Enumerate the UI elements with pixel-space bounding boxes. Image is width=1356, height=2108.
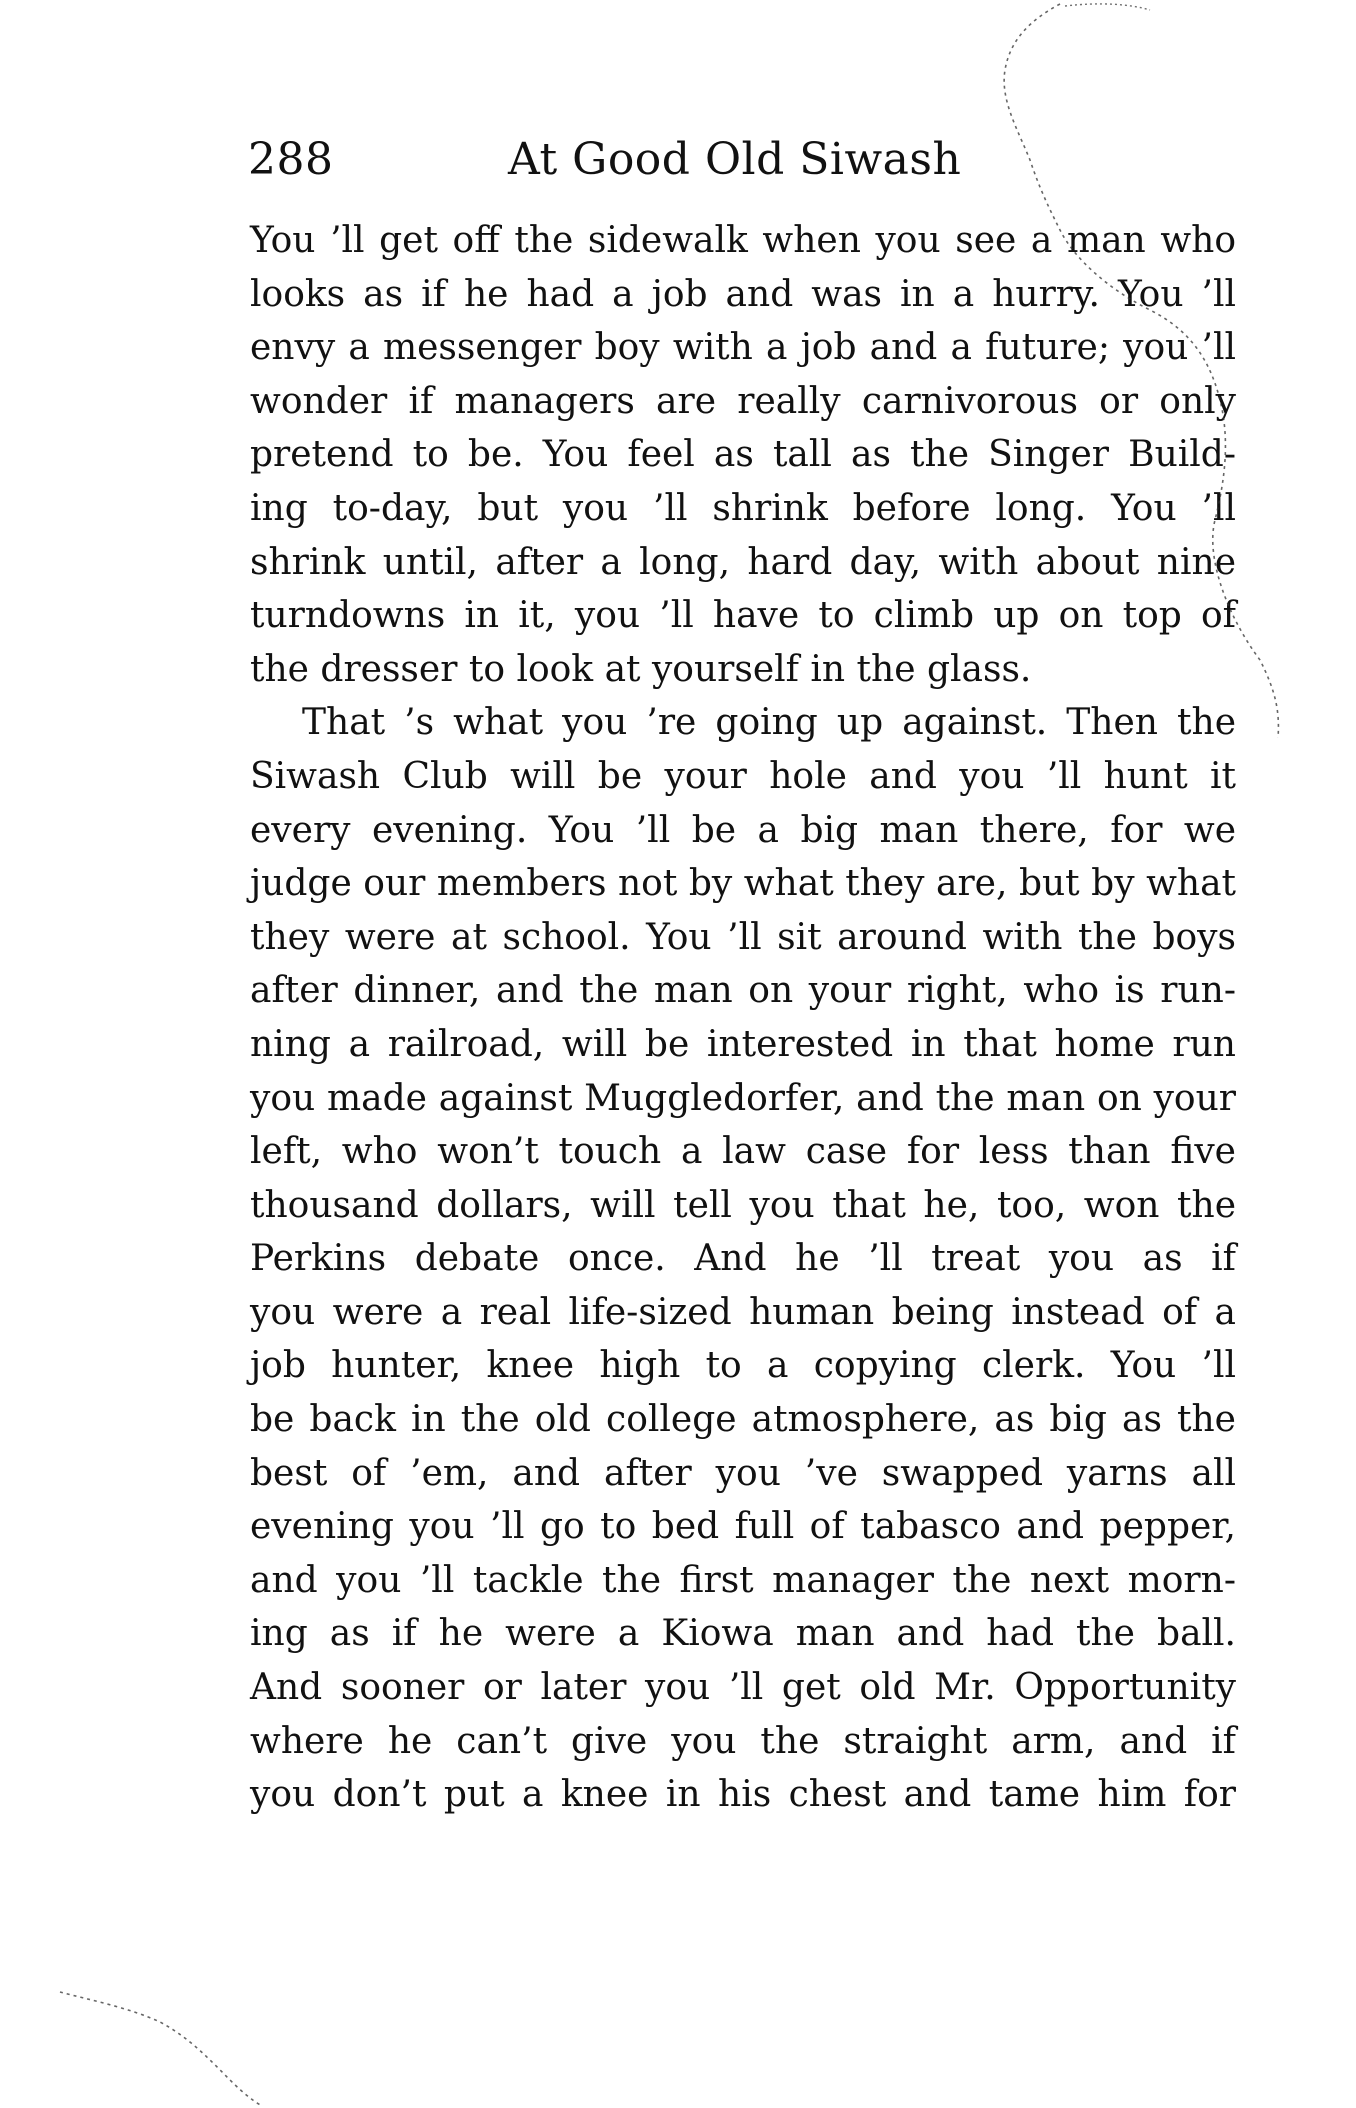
paragraph-end-line: the dresser to look at yourself in the glass. <box>250 648 1032 690</box>
text-line: after dinner, and the man on your right, who is run- <box>250 970 1236 1012</box>
page-number: 288 <box>248 134 334 185</box>
text-line: best of ’em, and after you ’ve swapped yarns all <box>250 1452 1236 1494</box>
text-line: evening you ’ll go to bed full of tabasco and pepper, <box>250 1506 1236 1548</box>
body-text <box>250 214 1236 1822</box>
text-line: You ’ll get off the sidewalk when you see a man who <box>250 220 1236 261</box>
text-line: left, who won’t touch a law case for less than five <box>250 1131 1236 1173</box>
text-line: turndowns in it, you ’ll have to climb up on top of <box>250 595 1236 637</box>
text-line: thousand dollars, will tell you that he, too, won the <box>250 1184 1236 1226</box>
page-header <box>248 130 1248 190</box>
text-line: envy a messenger boy with a job and a future; you ’ll <box>250 327 1236 369</box>
text-line: ning a railroad, will be interested in that home run <box>250 1023 1236 1065</box>
text-line: every evening. You ’ll be a big man there, for we <box>250 809 1236 851</box>
text-line: you made against Muggledorfer, and the man on your <box>250 1077 1236 1119</box>
running-title: At Good Old Siwash <box>508 134 962 185</box>
text-line: you were a real life-sized human being instead of a <box>250 1291 1236 1333</box>
text-line: And sooner or later you ’ll get old Mr. Opportunity <box>250 1667 1236 1709</box>
text-line: where he can’t give you the straight arm, and if <box>250 1720 1236 1762</box>
paragraph-start-line: That ’s what you ’re going up against. Then the <box>302 702 1236 744</box>
text-line: ing to-day, but you ’ll shrink before long. You ’ll <box>250 487 1236 529</box>
text-line: and you ’ll tackle the first manager the next morn- <box>250 1559 1236 1601</box>
torn-edge-bottom-left-mark <box>40 1900 280 2108</box>
text-line: Siwash Club will be your hole and you ’ll hunt it <box>250 755 1236 797</box>
text-line: wonder if managers are really carnivorous or only <box>250 380 1236 422</box>
text-line: judge our members not by what they are, but by what <box>250 863 1236 905</box>
text-line: you don’t put a knee in his chest and tame him for <box>250 1774 1236 1816</box>
text-line: pretend to be. You feel as tall as the Singer Build- <box>250 434 1236 476</box>
text-line: looks as if he had a job and was in a hurry. You ’ll <box>250 273 1236 315</box>
text-line: be back in the old college atmosphere, as big as the <box>250 1399 1236 1441</box>
text-line: they were at school. You ’ll sit around with the boys <box>250 916 1236 958</box>
text-line: shrink until, after a long, hard day, with about nine <box>250 541 1236 583</box>
text-line: job hunter, knee high to a copying clerk. You ’ll <box>250 1345 1236 1387</box>
text-line: ing as if he were a Kiowa man and had the ball. <box>250 1613 1236 1655</box>
text-line: Perkins debate once. And he ’ll treat you as if <box>250 1238 1236 1280</box>
